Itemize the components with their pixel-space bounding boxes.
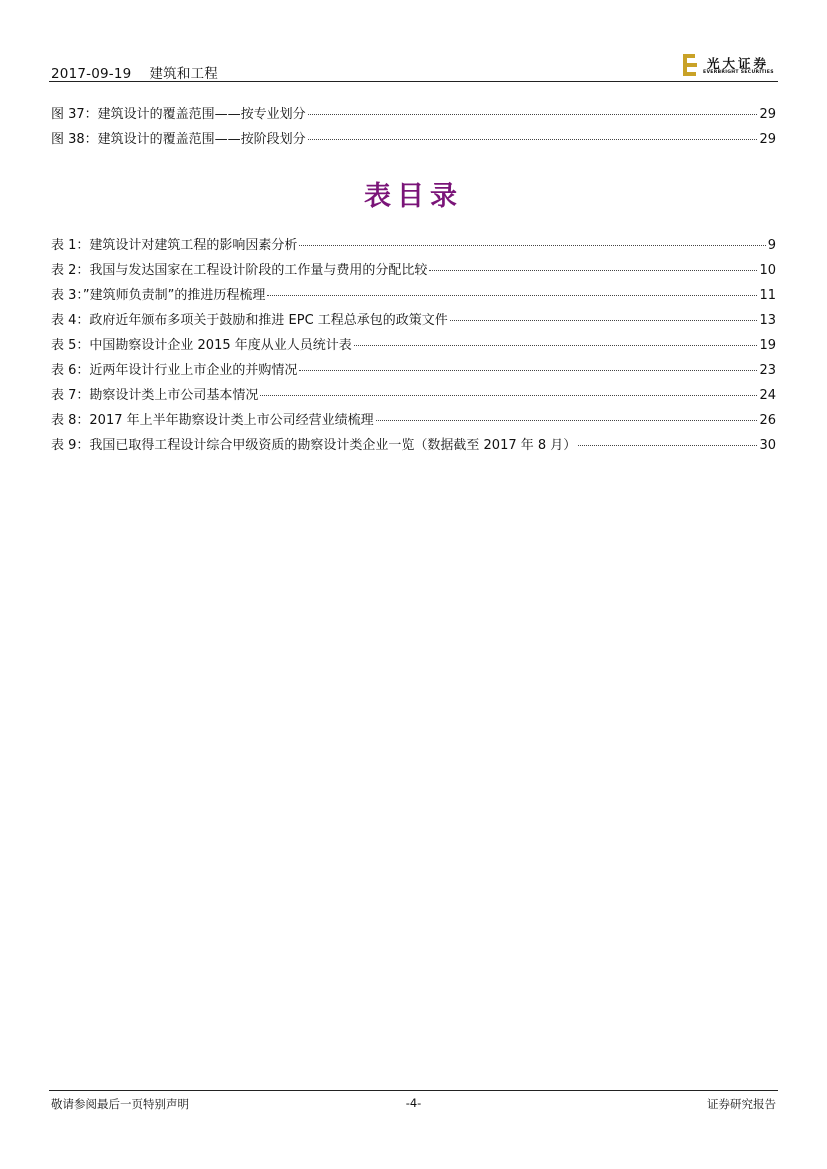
toc-entry-label: 表 3：”建筑师负责制”的推进历程梳理 <box>51 288 266 303</box>
toc-entry[interactable] <box>51 128 776 153</box>
toc-entry[interactable] <box>51 234 776 259</box>
toc-entry-page: 11 <box>759 288 776 303</box>
figure-toc-list <box>51 103 776 153</box>
toc-entry[interactable] <box>51 434 776 459</box>
toc-entry-label: 图 38：建筑设计的覆盖范围——按阶段划分 <box>51 132 306 147</box>
table-toc-list <box>51 234 776 459</box>
everbright-logo-icon <box>683 54 697 76</box>
footer-divider <box>49 1090 778 1091</box>
toc-entry[interactable] <box>51 284 776 309</box>
toc-entry[interactable] <box>51 384 776 409</box>
toc-entry[interactable] <box>51 359 776 384</box>
toc-leader-dots <box>429 269 757 271</box>
toc-entry-page: 19 <box>759 338 776 353</box>
toc-leader-dots <box>308 138 758 140</box>
toc-leader-dots <box>260 394 757 396</box>
toc-leader-dots <box>354 344 758 346</box>
toc-leader-dots <box>578 444 757 446</box>
toc-entry[interactable] <box>51 103 776 128</box>
toc-leader-dots <box>299 369 757 371</box>
toc-entry-page: 26 <box>759 413 776 428</box>
toc-entry[interactable] <box>51 309 776 334</box>
toc-leader-dots <box>308 113 758 115</box>
footer-page-number: -4- <box>405 1096 422 1110</box>
footer-report-type: 证券研究报告 <box>707 1097 776 1111</box>
toc-entry-label: 表 7：勘察设计类上市公司基本情况 <box>51 388 259 403</box>
toc-entry-label: 表 9：我国已取得工程设计综合甲级资质的勘察设计类企业一览（数据截至 2017 年 8 月） <box>51 438 577 453</box>
logo-name-en: EVERBRIGHT SECURITIES <box>703 70 774 75</box>
toc-entry-page: 10 <box>759 263 776 278</box>
toc-entry-label: 表 5：中国勘察设计企业 2015 年度从业人员统计表 <box>51 338 352 353</box>
table-of-tables-heading: 表目录 <box>364 181 463 212</box>
company-logo <box>683 54 778 78</box>
header-divider <box>49 81 778 82</box>
toc-entry-label: 表 4：政府近年颁布多项关于鼓励和推进 EPC 工程总承包的政策文件 <box>51 313 448 328</box>
report-sector: 建筑和工程 <box>149 66 218 82</box>
toc-entry[interactable] <box>51 334 776 359</box>
toc-entry-page: 9 <box>767 238 776 253</box>
toc-entry-label: 表 2：我国与发达国家在工程设计阶段的工作量与费用的分配比较 <box>51 263 428 278</box>
toc-entry-page: 13 <box>759 313 776 328</box>
toc-entry-page: 29 <box>759 132 776 147</box>
report-header <box>51 62 218 82</box>
toc-leader-dots <box>376 419 758 421</box>
footer-disclaimer: 敬请参阅最后一页特别声明 <box>51 1097 189 1111</box>
toc-leader-dots <box>267 294 757 296</box>
report-date: 2017-09-19 <box>51 66 132 82</box>
toc-leader-dots <box>299 244 765 246</box>
toc-entry-label: 表 1：建筑设计对建筑工程的影响因素分析 <box>51 238 298 253</box>
toc-entry-page: 30 <box>759 438 776 453</box>
toc-entry-page: 29 <box>759 107 776 122</box>
toc-entry-page: 23 <box>759 363 776 378</box>
toc-entry[interactable] <box>51 259 776 284</box>
toc-entry-label: 图 37：建筑设计的覆盖范围——按专业划分 <box>51 107 306 122</box>
logo-name-cn: 光大证券 <box>707 56 770 71</box>
toc-entry-label: 表 6：近两年设计行业上市企业的并购情况 <box>51 363 298 378</box>
toc-entry[interactable] <box>51 409 776 434</box>
toc-entry-label: 表 8：2017 年上半年勘察设计类上市公司经营业绩梳理 <box>51 413 374 428</box>
toc-leader-dots <box>450 319 758 321</box>
toc-entry-page: 24 <box>759 388 776 403</box>
